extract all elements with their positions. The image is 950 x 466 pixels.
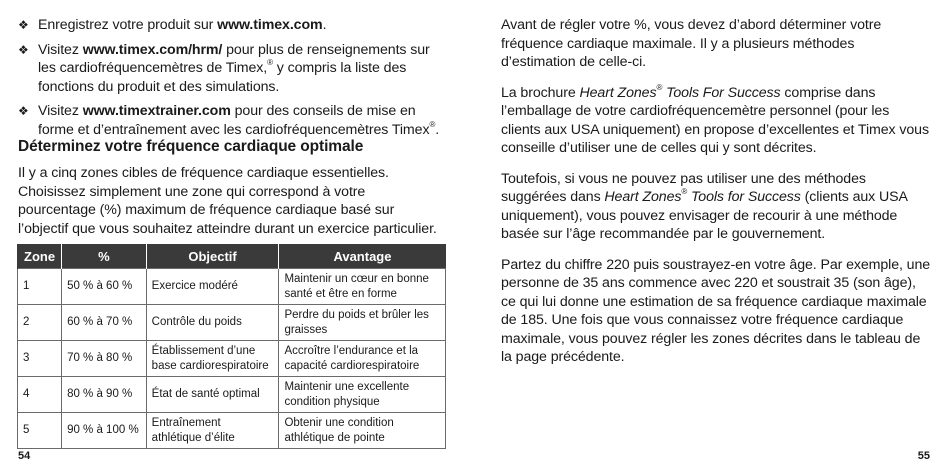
cell-zone: 3 bbox=[18, 341, 62, 377]
right-page bbox=[475, 0, 950, 466]
right-column bbox=[501, 16, 931, 379]
cell-zone: 5 bbox=[18, 413, 62, 449]
table-row bbox=[18, 341, 446, 377]
cell-percent: 60 % à 70 % bbox=[62, 305, 147, 341]
brochure-title: Tools for Success bbox=[687, 189, 801, 205]
section-heading: Déterminez votre fréquence cardiaque optimale bbox=[18, 138, 364, 155]
column-header-objectif: Objectif bbox=[146, 244, 279, 269]
paragraph-max-heart-rate: Avant de régler votre %, vous devez d’abord déterminer votre fréquence cardiaque maximale. Il y a plusieurs méthodes d’estimation de celle-ci. bbox=[501, 17, 882, 70]
registered-mark: ® bbox=[267, 58, 273, 68]
cell-percent: 90 % à 100 % bbox=[62, 413, 147, 449]
diamond-bullet-icon: ❖ bbox=[18, 104, 29, 118]
cell-avantage: Obtenir une condition athlétique de pointe bbox=[279, 413, 446, 449]
link-timex-hrm[interactable]: www.timex.com/hrm/ bbox=[82, 41, 223, 58]
cell-percent: 80 % à 90 % bbox=[62, 377, 147, 413]
table-row bbox=[18, 377, 446, 413]
cell-zone: 2 bbox=[18, 305, 62, 341]
column-header-avantage: Avantage bbox=[279, 244, 446, 269]
cell-objectif: Entraînement athlétique d’élite bbox=[146, 413, 279, 449]
link-timex[interactable]: www.timex.com bbox=[217, 17, 323, 33]
bullet-item-trainer bbox=[18, 102, 446, 139]
intro-paragraph: Il y a cinq zones cibles de fréquence cardiaque essentielles. Choisissez simplement une zone qui correspond à votre pourcentage (%) maximum de fréquence cardiaque basé sur l’objectif que vous souhaitez atteindre durant un exercice particulier. bbox=[18, 165, 437, 237]
page-number-left: 54 bbox=[18, 450, 31, 462]
cell-objectif: État de santé optimal bbox=[146, 377, 279, 413]
cell-avantage: Perdre du poids et brûler les graisses bbox=[279, 305, 446, 341]
cell-objectif: Contrôle du poids bbox=[146, 305, 279, 341]
table-header-row bbox=[18, 244, 446, 269]
diamond-bullet-icon: ❖ bbox=[18, 42, 29, 57]
bullet-text: pour plus de renseignements sur les cardiofréquencemètres de Timex, bbox=[38, 41, 430, 76]
bullet-text: pour des conseils de mise en forme et d’entraînement avec les cardiofréquencemètres Timex bbox=[38, 103, 430, 138]
paragraph-brochure bbox=[501, 84, 931, 158]
brochure-title: Heart Zones bbox=[604, 189, 682, 205]
column-header-zone: Zone bbox=[18, 244, 62, 269]
diamond-bullet-icon: ❖ bbox=[18, 18, 29, 32]
registered-mark: ® bbox=[429, 119, 436, 129]
cell-avantage: Maintenir un cœur en bonne santé et être en forme bbox=[279, 269, 446, 305]
paragraph-text: Toutefois, si vous ne pouvez pas utiliser une des méthodes suggérées dans bbox=[501, 170, 866, 205]
brochure-title: Tools For Success bbox=[662, 84, 781, 101]
registered-mark: ® bbox=[681, 187, 688, 197]
table-row bbox=[18, 269, 446, 305]
paragraph-text: comprise dans l’emballage de votre cardiofréquencemètre personnel (pour les clients aux USA uniquement) en propose d’excellentes et Timex vous conseille d’utiliser une de celles qui y sont décrites. bbox=[501, 84, 929, 156]
bullet-item-register bbox=[18, 16, 446, 35]
bullet-text: Enregistrez votre produit sur bbox=[38, 17, 218, 33]
table-row bbox=[18, 413, 446, 449]
registered-mark: ® bbox=[656, 82, 663, 92]
cell-objectif: Établissement d’une base cardiorespiratoire bbox=[146, 341, 279, 377]
paragraph-alternative bbox=[501, 170, 931, 244]
bullet-list bbox=[18, 16, 446, 145]
paragraph-text: La brochure bbox=[501, 84, 580, 101]
cell-avantage: Maintenir une excellente condition physique bbox=[279, 377, 446, 413]
cell-zone: 1 bbox=[18, 269, 62, 305]
cell-percent: 70 % à 80 % bbox=[62, 341, 147, 377]
paragraph-age-method: Partez du chiffre 220 puis soustrayez-en votre âge. Par exemple, une personne de 35 ans commence avec 220 et soustrait 35 (son âge), ce qui lui donne une estimation de sa fréquence cardiaque maximale de 185. Une fois que vous connaissez votre fréquence cardiaque maximale, vous pouvez régler les zones décrites dans le tableau de la page précédente. bbox=[501, 256, 931, 365]
heart-rate-zones-table bbox=[17, 244, 446, 449]
cell-percent: 50 % à 60 % bbox=[62, 269, 147, 305]
cell-zone: 4 bbox=[18, 377, 62, 413]
bullet-item-hrm bbox=[18, 41, 446, 97]
bullet-text: y compris la liste des fonctions du produit et des simulations. bbox=[38, 60, 407, 95]
brochure-title: Heart Zones bbox=[579, 84, 657, 101]
link-timextrainer[interactable]: www.timextrainer.com bbox=[82, 103, 231, 119]
page-number-right: 55 bbox=[917, 450, 930, 462]
bullet-text: Visitez bbox=[38, 41, 83, 58]
table-row bbox=[18, 305, 446, 341]
column-header-percent: % bbox=[62, 244, 147, 269]
bullet-text: Visitez bbox=[38, 103, 83, 119]
cell-objectif: Exercice modéré bbox=[146, 269, 279, 305]
paragraph-text: (clients aux USA uniquement), vous pouvez envisager de recourir à une méthode basée sur l’âge recommandée par le gouvernement. bbox=[501, 189, 908, 242]
bullet-text: . bbox=[435, 121, 440, 138]
bullet-text: . bbox=[322, 17, 327, 33]
cell-avantage: Accroître l’endurance et la capacité cardiorespiratoire bbox=[279, 341, 446, 377]
